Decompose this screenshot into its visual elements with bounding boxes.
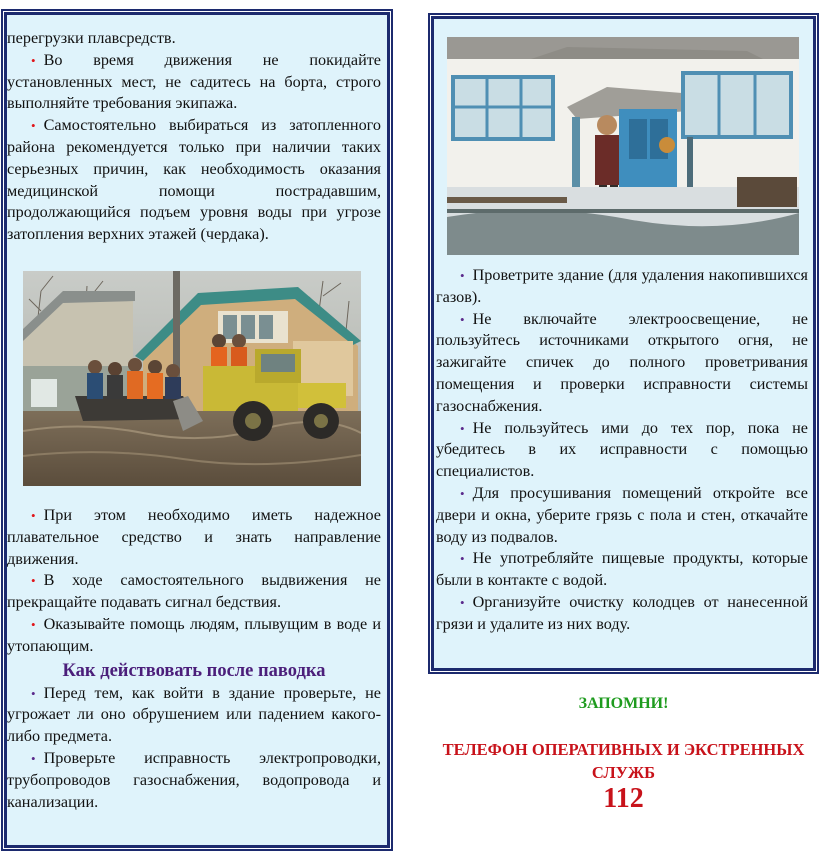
paragraph: • Перед тем, как войти в здание проверьте, не угрожает ли оно обрушением или падением какого-либо предмета. [7,683,381,746]
paragraph: • Не включайте электроосвещение, не пользуйтесь источниками открытого огня, не зажигайте спичек до полного проветривания помещения и проверки исправности системы газоснабжения. [436,309,808,415]
paragraph: • Самостоятельно выбираться из затопленного района рекомендуется только при наличии таких серьезных причин, как необходимость оказания медицинской помощи пострадавшим, продолжающийся подъем уровня воды при угрозе затопления верхних этажей (чердака). [7,116,381,244]
bullet-icon: • [460,551,465,567]
left-text-middle [7,505,381,813]
bullet-icon: • [31,52,36,68]
section-heading: Как действовать после паводка [62,660,326,681]
bullet-icon: • [31,685,36,701]
emergency-phone-title: ТЕЛЕФОН ОПЕРАТИВНЫХ И ЭКСТРЕННЫХ СЛУЖБ [442,740,805,782]
right-text [436,265,808,636]
remember-label: ЗАПОМНИ! [578,695,669,712]
bullet-icon: • [31,118,36,134]
bullet-icon: • [460,311,465,327]
bullet-icon: • [460,268,465,283]
bullet-icon: • [460,485,465,501]
paragraph: • Оказывайте помощь людям, плывущим в воде и утопающим. [7,614,381,655]
paragraph: • Проветрите здание (для удаления накопившихся газов). [436,266,808,306]
paragraph: • Для просушивания помещений откройте все двери и окна, уберите грязь с пола и стен, откачайте воду из подвалов. [436,483,808,546]
bullet-icon: • [31,573,36,589]
bullet-icon: • [460,594,465,610]
paragraph: • Во время движения не покидайте установленных мест, не садитесь на борта, строго выполняйте требования экипажа. [7,50,381,113]
bullet-icon: • [31,750,36,766]
emergency-phone-number: 112 [603,783,644,814]
paragraph: • При этом необходимо иметь надежное плавательное средство и знать направление движения. [7,506,381,568]
paragraph: • Организуйте очистку колодцев от нанесенной грязи и удалите из них воду. [436,592,808,633]
paragraph: • В ходе самостоятельного выдвижения не прекращайте подавать сигнал бедствия. [7,571,381,612]
left-text-top [7,28,381,246]
paragraph: перегрузки плавсредств. [7,29,176,47]
flood-evacuation-photo [23,271,361,486]
flooded-house-photo [447,37,799,255]
paragraph: • Не пользуйтесь ими до тех пор, пока не убедитесь в их исправности с помощью специалистов. [436,418,808,481]
bullet-icon: • [31,508,36,523]
paragraph: • Проверьте исправность электропроводки, трубопроводов газоснабжения, водопровода и канализации. [7,748,381,811]
paragraph: • Не употребляйте пищевые продукты, которые были в контакте с водой. [436,549,808,590]
bullet-icon: • [460,420,465,436]
bullet-icon: • [31,616,36,632]
